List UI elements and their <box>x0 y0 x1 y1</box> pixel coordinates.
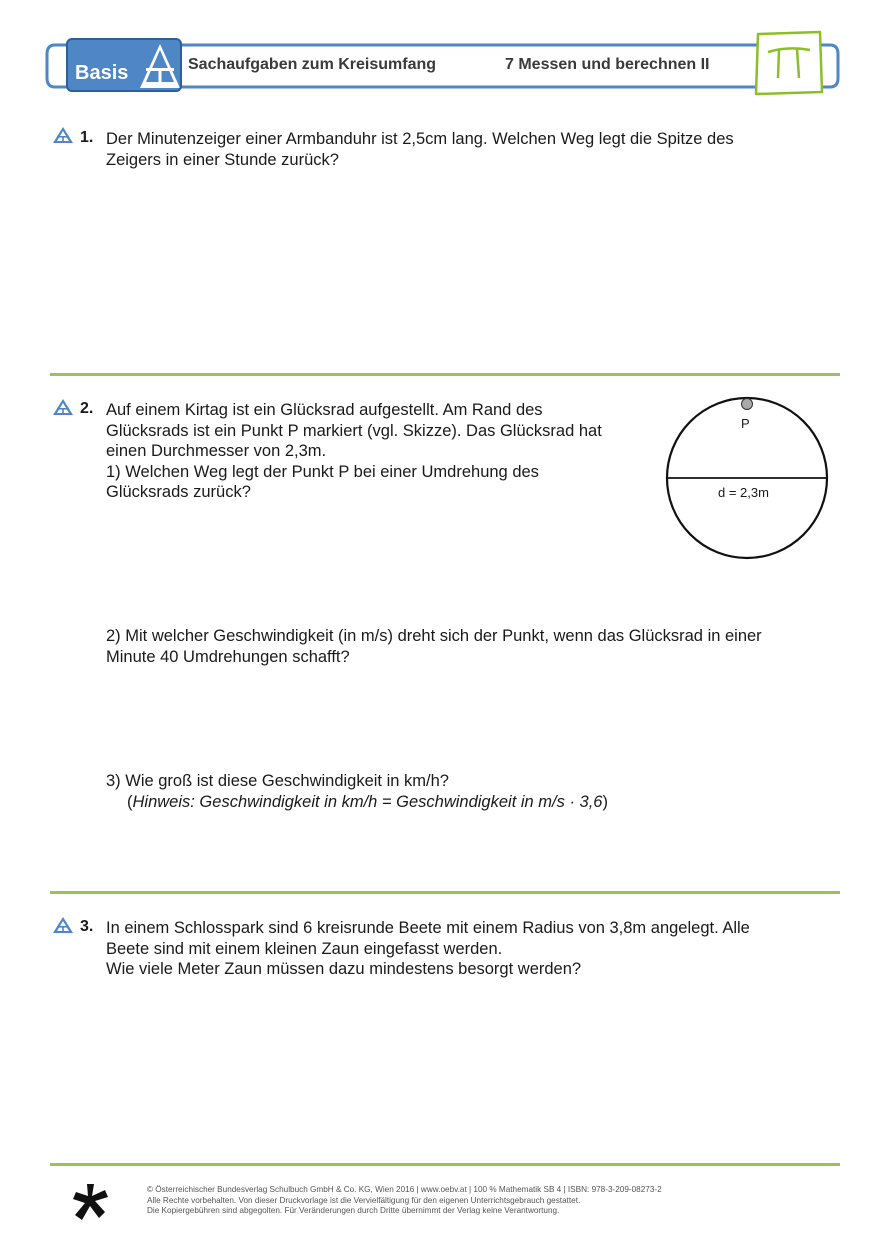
footer-line: © Österreichischer Bundesverlag Schulbuch GmbH & Co. KG, Wien 2016 | www.oebv.at | 100 % Mathematik SB 4 | ISBN: 978-3-209-08273-2 <box>147 1185 662 1194</box>
separator <box>50 373 840 376</box>
task-2-line: Auf einem Kirtag ist ein Glücksrad aufgestellt. Am Rand des <box>106 401 543 419</box>
task-2-line: Glücksrads ist ein Punkt P markiert (vgl. Skizze). Das Glücksrad hat <box>106 421 602 440</box>
chapter-title: 7 Messen und berechnen II <box>505 56 710 73</box>
publisher-logo-icon <box>72 1182 110 1222</box>
task-2-line: Glücksrads zurück? <box>106 483 251 501</box>
task-3-pyramid-icon <box>52 916 74 934</box>
task-3-line: In einem Schlosspark sind 6 kreisrunde Beete mit einem Radius von 3,8m angelegt. Alle <box>106 919 750 937</box>
separator <box>50 1163 840 1166</box>
worksheet-title: Sachaufgaben zum Kreisumfang <box>188 56 437 73</box>
task-1-pyramid-icon <box>52 126 74 144</box>
basis-label: Basis <box>75 62 129 84</box>
task-1-number: 1. <box>80 129 94 146</box>
task-3-line: Wie viele Meter Zaun müssen dazu mindestens besorgt werden? <box>106 960 582 978</box>
hint-text: Hinweis: Geschwindigkeit in km/h = Geschwindigkeit in m/s · 3,6 <box>132 792 603 811</box>
task-2-part-3 <box>106 771 608 812</box>
task-3-number: 3. <box>80 918 94 935</box>
footer-copyright <box>147 1185 662 1217</box>
task-2-line: 1) Welchen Weg legt der Punkt P bei einer Umdrehung des <box>106 462 539 481</box>
point-p-marker <box>742 399 753 410</box>
diameter-label: d = 2,3m <box>718 485 769 500</box>
task-3-text <box>106 918 750 980</box>
hint-open: ( <box>127 792 133 811</box>
task-1-line: Zeigers in einer Stunde zurück? <box>106 150 339 169</box>
task-2-part-2 <box>106 626 762 667</box>
hint-close: ) <box>602 792 608 811</box>
task-2-part-3-line: 3) Wie groß ist diese Geschwindigkeit in km/h? <box>106 772 449 790</box>
separator <box>50 891 840 894</box>
footer-line: Die Kopiergebühren sind abgegolten. Für Veränderungen durch Dritte übernimmt der Verlag keine Verantwortung. <box>147 1206 560 1215</box>
task-2-line: einen Durchmesser von 2,3m. <box>106 442 327 460</box>
task-3-line: Beete sind mit einem kleinen Zaun eingefasst werden. <box>106 939 503 958</box>
task-2-part-2-line: Minute 40 Umdrehungen schafft? <box>106 647 350 666</box>
task-2-text <box>106 400 602 503</box>
task-2-hint <box>106 792 608 813</box>
task-2-part-2-line: 2) Mit welcher Geschwindigkeit (in m/s) dreht sich der Punkt, wenn das Glücksrad in einer <box>106 627 762 645</box>
task-2-pyramid-icon <box>52 398 74 416</box>
task-2-number: 2. <box>80 400 94 417</box>
pi-icon <box>752 30 824 96</box>
footer-line: Alle Rechte vorbehalten. Von dieser Druckvorlage ist die Vervielfältigung für den eigenen Unterrichtsgebrauch gestattet. <box>147 1195 581 1205</box>
point-p-label: P <box>741 416 750 431</box>
task-1-text <box>106 129 734 170</box>
task-1-line: Der Minutenzeiger einer Armbanduhr ist 2,5cm lang. Welchen Weg legt die Spitze des <box>106 130 734 148</box>
